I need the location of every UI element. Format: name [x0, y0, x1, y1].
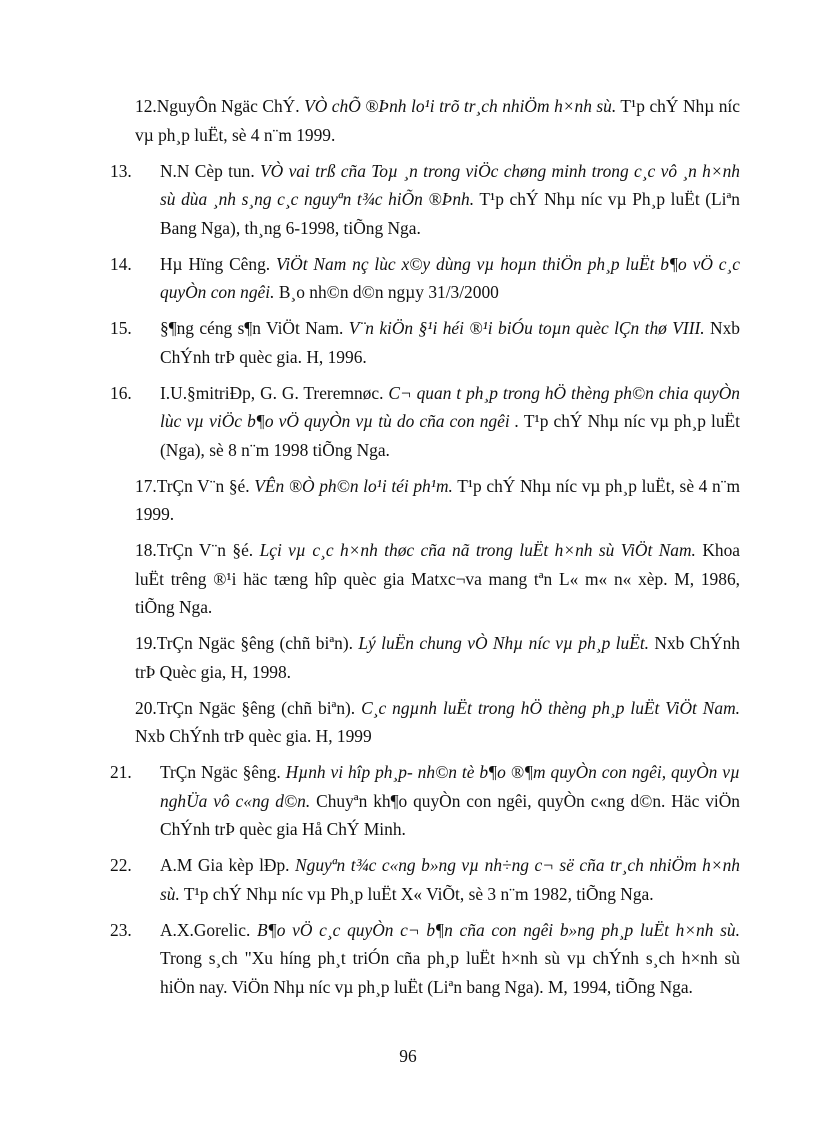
reference-item — [110, 379, 740, 465]
reference-author: §¶ng céng s¶n ViÖt Nam. — [160, 318, 344, 338]
reference-source: T¹p chÝ Nhµ níc vµ Ph¸p luËt X« ViÕt, sè 3 n¨m 1982, tiÕng Nga. — [183, 883, 654, 904]
reference-number: 16. — [110, 382, 132, 403]
reference-item — [110, 157, 740, 243]
reference-source: Khoa luËt trêng ®¹i häc tæng hîp quèc gia Matxc¬va mang tªn L« m« n« xèp. M, 1986, tiÕng Nga. — [135, 540, 740, 617]
reference-item — [110, 472, 740, 529]
reference-source: Nxb ChÝnh trÞ Quèc gia, H, 1998. — [135, 633, 740, 682]
reference-source: B¸o nh©n d©n ngµy 31/3/2000 — [278, 282, 499, 302]
reference-title: Nguyªn t¾c c«ng b»ng vµ nh÷ng c¬ së cña tr¸ch nhiÖm h×nh sù. — [160, 855, 740, 904]
reference-author: A.M Gia kèp lÐp. — [160, 855, 290, 875]
reference-author: TrÇn Ngäc §êng. — [160, 762, 281, 782]
reference-source: T¹p chÝ Nhµ níc vµ Ph¸p luËt (Liªn Bang Nga), th¸ng 6-1998, tiÕng Nga. — [160, 189, 741, 238]
reference-author: N.N Cèp tun. — [160, 160, 255, 181]
page-number: 96 — [399, 1046, 417, 1066]
reference-title: VÒ vai trß cña Toµ ¸n trong viÖc chøng minh trong c¸c vô ¸n h×nh sù dùa ¸nh s¸ng c¸c nguyªn t¾c hiÕn ®Þnh. — [160, 160, 740, 209]
reference-number: 13. — [110, 160, 132, 181]
reference-item — [110, 92, 740, 149]
reference-number: 19. — [135, 633, 157, 653]
reference-item — [110, 916, 740, 1002]
reference-title: B¶o vÖ c¸c quyÒn c¬ b¶n cña con ngêi b»ng ph¸p luËt h×nh sù. — [257, 919, 740, 940]
reference-source: Nxb ChÝnh trÞ quèc gia. H, 1999 — [135, 726, 372, 746]
reference-title: VÒ chÕ ®Þnh lo¹i trõ tr¸ch nhiÖm h×nh sù. — [304, 96, 617, 116]
reference-author: TrÇn Ngäc §êng (chñ biªn). — [156, 697, 356, 718]
reference-number: 12. — [135, 96, 157, 116]
reference-title: VÊn ®Ò ph©n lo¹i téi ph¹m. — [254, 475, 453, 496]
reference-source: Chuyªn kh¶o quyÒn con ngêi, quyÒn c«ng d©n. Häc viÖn ChÝnh trÞ quèc gia Hå ChÝ Minh. — [160, 790, 740, 839]
reference-author: TrÇn Ngäc §êng (chñ biªn). — [156, 633, 353, 653]
reference-number: 23. — [110, 919, 132, 940]
reference-author: TrÇn V¨n §é. — [156, 540, 254, 560]
reference-author: TrÇn V¨n §é. — [156, 475, 250, 496]
reference-number: 14. — [110, 253, 132, 274]
reference-title: Lý luËn chung vÒ Nhµ níc vµ ph¸p luËt. — [358, 633, 649, 653]
reference-author: Hµ Hïng Cêng. — [160, 253, 271, 274]
reference-number: 18. — [135, 540, 157, 560]
reference-item — [110, 536, 740, 622]
reference-item — [110, 694, 740, 751]
reference-source: T¹p chÝ Nhµ níc vµ ph¸p luËt, sè 4 n¨m 1999. — [135, 96, 740, 145]
reference-title: C¬ quan t ph¸p trong hÖ thèng ph©n chia quyÒn lùc vµ viÖc b¶o vÖ quyÒn vµ tù do cña con ngêi . — [160, 382, 740, 431]
reference-title: C¸c ngµnh luËt trong hÖ thèng ph¸p luËt ViÖt Nam. — [361, 697, 740, 718]
reference-source: T¹p chÝ Nhµ níc vµ ph¸p luËt (Nga), sè 8 n¨m 1998 tiÕng Nga. — [160, 411, 740, 460]
reference-author: NguyÔn Ngäc ChÝ. — [156, 96, 300, 116]
reference-item — [110, 314, 740, 371]
reference-title: ViÖt Nam nç lùc x©y dùng vµ hoµn thiÖn ph¸p luËt b¶o vÖ c¸c quyÒn con ngêi. — [160, 253, 740, 302]
reference-author: I.U.§mitriÐp, G. G. Treremnøc. — [160, 382, 384, 403]
reference-list — [110, 92, 740, 1009]
reference-number: 15. — [110, 318, 132, 338]
reference-title: Lçi vµ c¸c h×nh thøc cña nã trong luËt h×nh sù ViÖt Nam. — [259, 540, 696, 560]
reference-item — [110, 758, 740, 844]
reference-source: T¹p chÝ Nhµ níc vµ ph¸p luËt, sè 4 n¨m 1999. — [135, 475, 740, 524]
reference-source: Nxb ChÝnh trÞ quèc gia. H, 1996. — [160, 318, 740, 367]
reference-title: V¨n kiÖn §¹i héi ®¹i biÓu toµn quèc lÇn thø VIII. — [348, 318, 705, 338]
reference-title: Hµnh vi hîp ph¸p- nh©n tè b¶o ®¶m quyÒn con ngêi, quyÒn vµ nghÜa vô c«ng d©n. — [160, 762, 740, 811]
reference-number: 20. — [135, 697, 157, 718]
reference-item — [110, 629, 740, 686]
reference-source: Trong s¸ch "Xu híng ph¸t triÓn cña ph¸p luËt h×nh sù vµ chÝnh s¸ch h×nh sù hiÖn nay. ViÖn Nhµ níc vµ ph¸p luËt (Liªn bang Nga). M, 1994, tiÕng Nga. — [160, 948, 740, 997]
reference-number: 22. — [110, 855, 132, 875]
reference-author: A.X.Gorelic. — [160, 919, 251, 940]
reference-item — [110, 851, 740, 908]
reference-item — [110, 250, 740, 307]
reference-number: 17. — [135, 475, 157, 496]
reference-number: 21. — [110, 762, 132, 782]
